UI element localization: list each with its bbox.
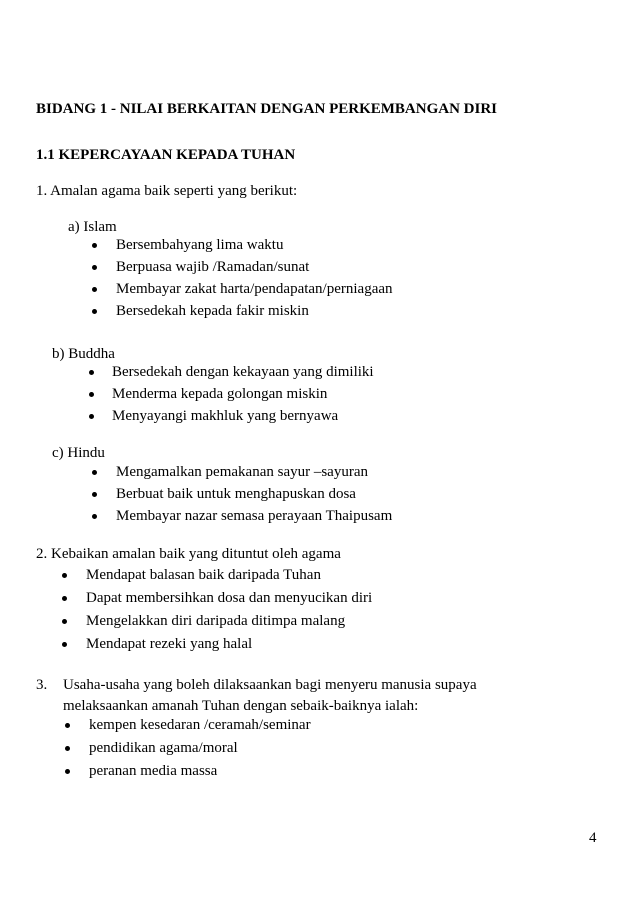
q3-item: kempen kesedaran /ceramah/seminar <box>89 717 311 733</box>
bullet-icon <box>62 596 67 601</box>
bullet-icon <box>92 514 97 519</box>
bullet-icon <box>65 746 70 751</box>
bullet-icon <box>62 642 67 647</box>
bullet-icon <box>92 309 97 314</box>
bullet-icon <box>65 723 70 728</box>
section-heading: BIDANG 1 - NILAI BERKAITAN DENGAN PERKEMBANGAN DIRI <box>36 101 498 117</box>
question-1-text: 1. Amalan agama baik seperti yang berikut: <box>36 183 298 199</box>
hindu-label: c) Hindu <box>52 445 105 461</box>
question-3-number: 3. <box>36 677 48 693</box>
islam-item: Bersembahyang lima waktu <box>116 237 284 253</box>
q2-item: Mendapat balasan baik daripada Tuhan <box>86 567 321 583</box>
bullet-icon <box>92 492 97 497</box>
bullet-icon <box>92 265 97 270</box>
bullet-icon <box>92 470 97 475</box>
islam-item: Bersedekah kepada fakir miskin <box>116 303 309 319</box>
q2-item: Dapat membersihkan dosa dan menyucikan diri <box>86 590 373 606</box>
q3-item: pendidikan agama/moral <box>89 740 238 756</box>
bullet-icon <box>89 370 94 375</box>
question-3-line-2: melaksaankan amanah Tuhan dengan sebaik-baiknya ialah: <box>63 698 419 714</box>
islam-item: Membayar zakat harta/pendapatan/perniagaan <box>116 281 393 297</box>
bullet-icon <box>62 573 67 578</box>
bullet-icon <box>92 243 97 248</box>
page-number: 4 <box>589 830 597 846</box>
bullet-icon <box>62 619 67 624</box>
q2-item: Mendapat rezeki yang halal <box>86 636 253 652</box>
subsection-heading: 1.1 KEPERCAYAAN KEPADA TUHAN <box>36 147 296 163</box>
buddha-item: Bersedekah dengan kekayaan yang dimiliki <box>112 364 374 380</box>
hindu-item: Mengamalkan pemakanan sayur –sayuran <box>116 464 368 480</box>
question-2-text: 2. Kebaikan amalan baik yang dituntut oleh agama <box>36 546 341 562</box>
islam-label: a) Islam <box>68 219 117 235</box>
bullet-icon <box>92 287 97 292</box>
bullet-icon <box>89 414 94 419</box>
q3-item: peranan media massa <box>89 763 218 779</box>
hindu-item: Berbuat baik untuk menghapuskan dosa <box>116 486 356 502</box>
buddha-item: Menyayangi makhluk yang bernyawa <box>112 408 339 424</box>
q2-item: Mengelakkan diri daripada ditimpa malang <box>86 613 346 629</box>
question-3-line-1: Usaha-usaha yang boleh dilaksaankan bagi menyeru manusia supaya <box>63 677 477 693</box>
islam-item: Berpuasa wajib /Ramadan/sunat <box>116 259 310 275</box>
bullet-icon <box>89 392 94 397</box>
bullet-icon <box>65 769 70 774</box>
buddha-item: Menderma kepada golongan miskin <box>112 386 328 402</box>
hindu-item: Membayar nazar semasa perayaan Thaipusam <box>116 508 393 524</box>
buddha-label: b) Buddha <box>52 346 115 362</box>
